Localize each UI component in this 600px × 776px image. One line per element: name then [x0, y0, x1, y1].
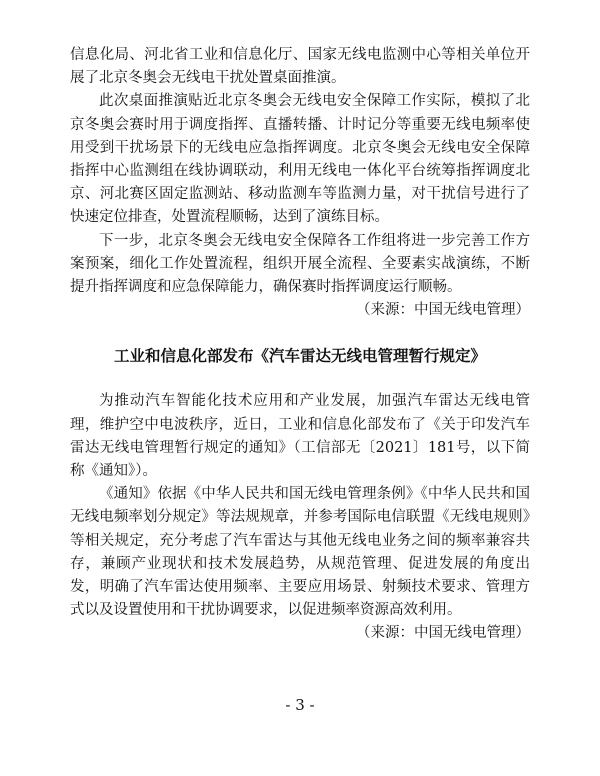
paragraph: 信息化局、河北省工业和信息化厅、国家无线电监测中心等相关单位开展了北京冬奥会无线电干扰处置桌面推演。: [70, 47, 530, 87]
article-winter-olympics-drill: [70, 44, 530, 322]
source-note: （来源：中国无线电管理）: [356, 302, 530, 319]
article-automotive-radar-regulation: [70, 344, 530, 645]
page-number: - 3 -: [285, 696, 315, 714]
paragraph: 此次桌面推演贴近北京冬奥会无线电安全保障工作实际，模拟了北京冬奥会赛时用于调度指挥、直播转播、计时记分等重要无线电频率使用受到干扰场景下的无线电应急指挥调度。北京冬奥会无线电安全保障指挥中心监测组在线协调联动，利用无线电一体化平台统筹指挥调度北京、河北赛区固定监测站、移动监测车等监测力量，对干扰信号进行了快速定位排查，处置流程顺畅，达到了演练目标。: [70, 93, 530, 226]
article-title: 工业和信息化部发布《汽车雷达无线电管理暂行规定》: [113, 347, 486, 366]
page-content: [70, 44, 530, 646]
paragraph: 为推动汽车智能化技术应用和产业发展，加强汽车雷达无线电管理，维护空中电波秩序，近日，工业和信息化部发布了《关于印发汽车雷达无线电管理暂行规定的通知》（工信部无〔2021〕181号，以下简称《通知》）。: [70, 393, 530, 480]
paragraph: 《通知》依据《中华人民共和国无线电管理条例》《中华人民共和国无线电频率划分规定》等法规规章，并参考国际电信联盟《无线电规则》等相关规定，充分考虑了汽车雷达与其他无线电业务之间的频率兼容共存，兼顾产业现状和技术发展趋势，从规范管理、促进发展的角度出发，明确了汽车雷达使用频率、主要应用场景、射频技术要求、管理方式以及设置使用和干扰协调要求，以促进频率资源高效利用。: [70, 486, 530, 619]
source-note: （来源：中国无线电管理）: [356, 625, 530, 642]
paragraph: 下一步，北京冬奥会无线电安全保障各工作组将进一步完善工作方案预案，细化工作处置流程，组织开展全流程、全要素实战演练，不断提升指挥调度和应急保障能力，确保赛时指挥调度运行顺畅。: [70, 232, 530, 296]
